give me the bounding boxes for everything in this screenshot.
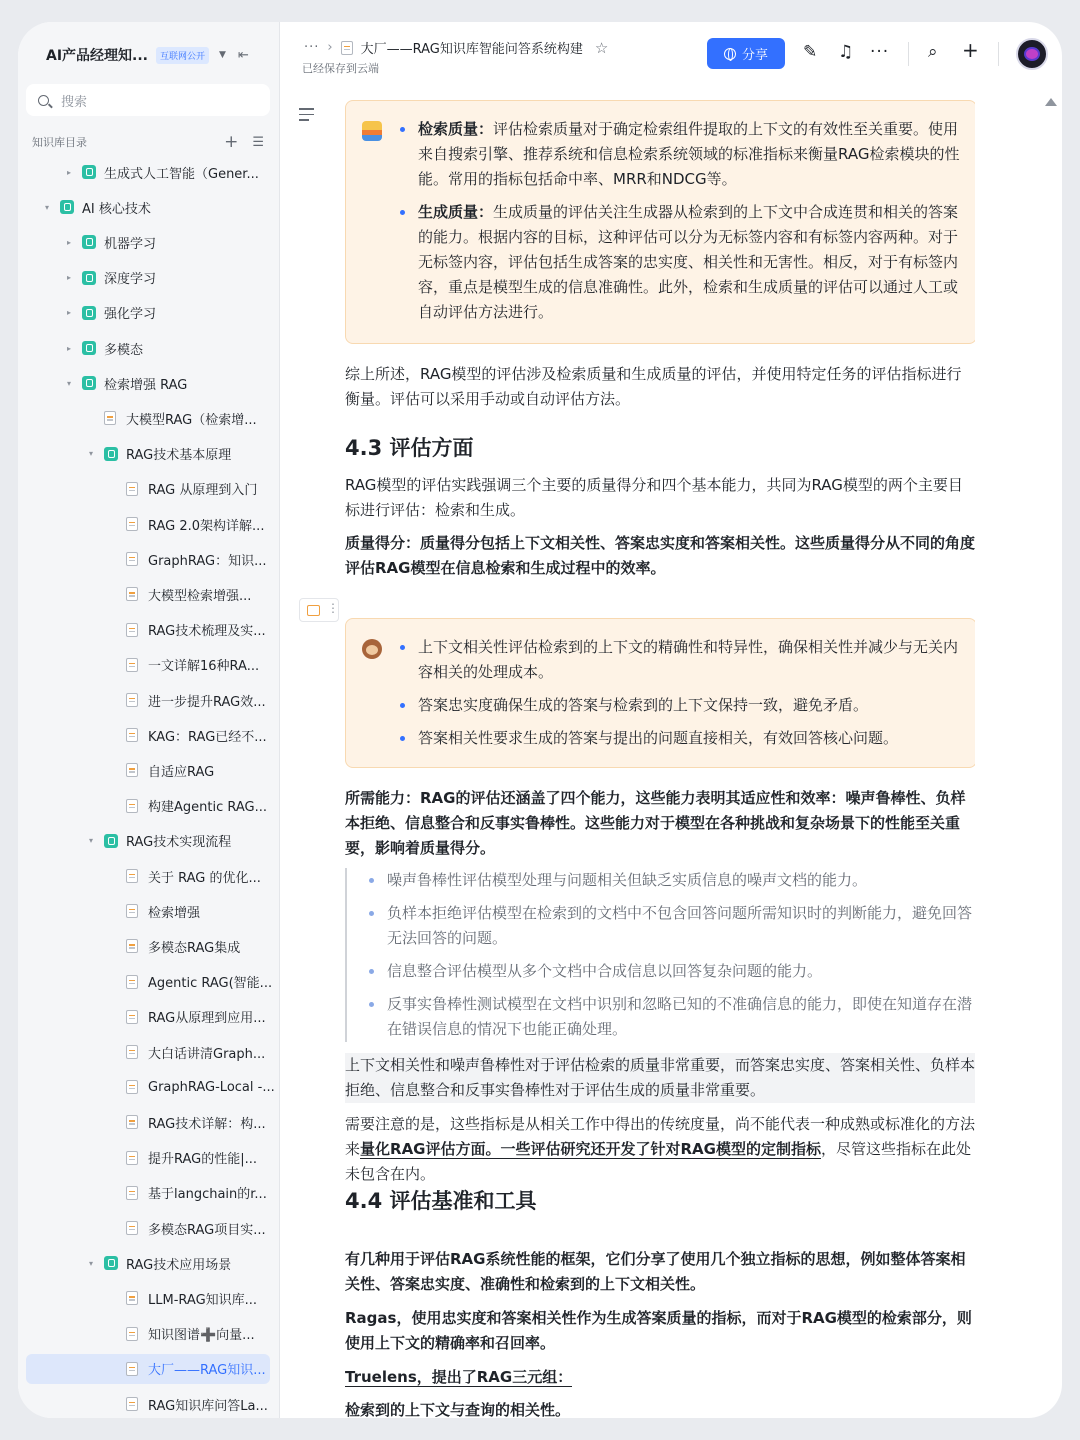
tree-document[interactable] [18,1319,280,1349]
tree-folder[interactable] [18,263,280,293]
tree-item-label: 检索增强 RAG [104,377,188,393]
document-icon [126,799,138,813]
list-item: 答案相关性要求生成的答案与提出的问题直接相关，有效回答核心问题。 [396,726,962,751]
tree-folder[interactable] [18,157,280,187]
tree-document[interactable] [18,1389,280,1418]
add-icon[interactable]: + [224,132,239,152]
document-icon [126,763,138,777]
document-icon [126,1115,138,1129]
document-icon [126,1291,138,1305]
tree-item-label: 提升RAG的性能|... [148,1152,258,1168]
knowledge-folder-icon [104,834,118,848]
list-item: 检索质量：评估检索质量对于确定检索组件提取的上下文的有效性至关重要。使用来自搜索引擎、推荐系统和信息检索系统领域的标准指标来衡量RAG检索模块的性能。常用的指标包括命中率、MRR和NDCG等。 [396,117,962,192]
tree-folder[interactable] [18,368,280,398]
outline-toggle-icon[interactable] [299,108,314,125]
knowledge-folder-icon [82,306,96,320]
tree-document[interactable] [18,791,280,821]
collapse-sidebar-icon[interactable]: ⇤ [237,47,249,63]
tree-item-label: 多模态RAG集成 [148,940,241,956]
list-item: 反事实鲁棒性测试模型在文档中识别和忽略已知的不准确信息的能力，即使在知道存在潜在错误信息的情况下也能正确处理。 [365,992,975,1042]
bell-icon[interactable]: ♫ [838,42,854,62]
tree-item-label: 检索增强 [148,905,201,921]
section-heading-4-4: 4.4 评估基准和工具 [345,1189,537,1213]
tree-item-label: RAG 2.0架构详解... [148,518,265,534]
tree-item-label: RAG知识库问答La... [148,1398,268,1414]
tree-item-label: RAG技术基本原理 [126,448,232,464]
document-content [345,100,975,1418]
tree-item-label: Agentic RAG(智能... [148,976,273,992]
paragraph: 检索到的上下文与查询的相关性。 [345,1401,571,1418]
document-icon [126,1010,138,1024]
block-handle-icon[interactable] [299,598,339,622]
tree-item-label: 大白话讲清Graph... [148,1046,266,1062]
quality-score-paragraph: 质量得分：质量得分包括上下文相关性、答案忠实度和答案相关性。这些质量得分从不同的角度评估RAG模型在信息检索和生成过程中的效率。 [345,534,975,577]
tree-item-label: 一文详解16种RA... [148,659,260,675]
tree-item-label: RAG技术应用场景 [126,1257,232,1273]
directory-label: 知识库目录 [32,136,87,149]
list-item: 答案忠实度确保生成的答案与检索到的上下文保持一致，避免矛盾。 [396,693,962,718]
search-placeholder: 搜索 [61,94,88,110]
tree-item-label: 关于 RAG 的优化... [148,870,261,886]
document-icon [126,587,138,601]
document-icon [126,552,138,566]
tree-document[interactable] [18,896,280,926]
tree-item-label: RAG技术详解：构... [148,1116,266,1132]
tree-item-label: GraphRAG：知识... [148,553,267,569]
chevron-down-icon[interactable]: ▼ [219,50,226,60]
knowledge-folder-icon [82,376,96,390]
tree-document[interactable] [18,650,280,680]
tree-item-label: 机器学习 [104,236,157,252]
tree-item-label: 基于langchain的r... [148,1187,267,1203]
tree-document[interactable] [18,1037,280,1067]
truelens-paragraph: Truelens，提出了RAG三元组： [345,1368,573,1386]
quote-block [345,868,975,1042]
tree-document[interactable] [18,474,280,504]
document-icon [126,517,138,531]
tree-folder[interactable] [18,192,280,222]
tree-item-label: RAG技术梳理及实... [148,624,266,640]
tree-item-label: 深度学习 [104,272,157,288]
tree-item-label: RAG 从原理到入门 [148,483,258,499]
more-options-icon[interactable]: ··· [870,42,890,62]
tree-item-label: LLM-RAG知识库... [148,1292,258,1308]
app-window [18,22,1062,1418]
tree-folder[interactable] [18,439,280,469]
tree-item-label: 大模型RAG（检索增... [126,412,257,428]
tree-folder[interactable] [18,227,280,257]
tree-document[interactable] [18,1002,280,1032]
tree-item-label: 大厂——RAG知识... [148,1363,266,1379]
avatar[interactable] [1016,38,1048,70]
document-icon [126,904,138,918]
document-icon [126,658,138,672]
edit-icon[interactable]: ✎ [803,42,818,62]
tree-folder[interactable] [18,1248,280,1278]
tree-item-label: 多模态RAG项目实... [148,1222,266,1238]
tree-document[interactable] [18,1283,280,1313]
ragas-paragraph: Ragas，使用忠实度和答案相关性作为生成答案质量的指标，而对于RAG模型的检索部分，则使用上下文的精确率和召回率。 [345,1309,972,1352]
document-icon [126,939,138,953]
list-item: 噪声鲁棒性评估模型处理与问题相关但缺乏实质信息的噪声文档的能力。 [365,868,975,893]
chevron-down-icon[interactable]: ▾ [88,449,93,459]
toolbar-divider [998,42,999,66]
document-title[interactable]: 大厂——RAG知识库智能问答系统构建 [360,42,583,57]
search-icon [38,95,49,106]
scroll-up-icon[interactable] [1045,98,1057,106]
list-settings-icon[interactable]: ☰ [252,134,264,150]
callout-block [345,100,975,344]
directory-tree [18,148,280,1418]
knowledge-folder-icon [82,271,96,285]
tree-document[interactable] [18,755,280,785]
tree-document[interactable] [18,403,280,433]
paragraph: 有几种用于评估RAG系统性能的框架，它们分享了使用几个独立指标的思想，例如整体答案相关性、答案忠实度、准确性和检索到的上下文相关性。 [345,1250,966,1293]
tree-document[interactable] [18,1178,280,1208]
callout-block [345,618,975,768]
tree-folder[interactable] [18,298,280,328]
toolbar-divider [908,42,909,66]
note-paragraph: 需要注意的是，这些指标是从相关工作中得出的传统度量，尚不能代表一种成熟或标准化的方法来量化RAG评估方面。一些评估研究还开发了针对RAG模型的定制指标，尽管这些指标在此处未包含在内。 [345,1115,975,1183]
chevron-down-icon[interactable]: ▾ [88,836,93,846]
chevron-down-icon[interactable]: ▾ [44,202,49,212]
knowledge-folder-icon [104,447,118,461]
summary-paragraph: 综上所述，RAG模型的评估涉及检索质量和生成质量的评估，并使用特定任务的评估指标进行衡量。评估可以采用手动或自动评估方法。 [345,365,962,408]
tree-item-label: KAG：RAG已经不... [148,729,267,745]
tree-document[interactable] [18,579,280,609]
chevron-right-icon[interactable]: ▸ [66,167,71,177]
save-status: 已经保存到云端 [302,62,379,75]
document-icon [341,41,353,55]
chevron-right-icon[interactable]: ▸ [66,343,71,353]
document-icon [104,411,116,425]
tree-item-label: AI 核心技术 [82,201,151,217]
share-button[interactable] [707,38,785,69]
tree-item-label: 生成式人工智能（Gener... [104,166,259,182]
knowledge-base-header[interactable] [46,44,271,66]
star-icon[interactable]: ☆ [594,38,609,57]
search-input[interactable] [26,84,270,116]
tree-document[interactable] [18,1107,280,1137]
sunrise-icon [362,121,382,141]
tree-document[interactable] [18,615,280,645]
document-icon [126,1045,138,1059]
highlight-paragraph: 上下文相关性和噪声鲁棒性对于评估检索的质量非常重要，而答案忠实度、答案相关性、负样本拒绝、信息整合和反事实鲁棒性对于评估生成的质量非常重要。 [345,1053,975,1103]
tree-document[interactable] [26,1354,270,1384]
tree-item-label: 大模型检索增强... [148,588,252,604]
list-item: 信息整合评估模型从多个文档中合成信息以回答复杂问题的能力。 [365,959,975,984]
paragraph: RAG模型的评估实践强调三个主要的质量得分和四个基本能力，共同为RAG模型的两个主要目标进行评估：检索和生成。 [345,476,963,519]
document-icon [126,623,138,637]
tree-document[interactable] [18,685,280,715]
tree-folder[interactable] [18,333,280,363]
tree-item-label: 知识图谱➕向量... [148,1328,255,1344]
document-icon [126,1397,138,1411]
tree-item-label: 进一步提升RAG效... [148,694,266,710]
tree-document[interactable] [18,967,280,997]
knowledge-folder-icon [82,235,96,249]
document-icon [126,1186,138,1200]
tree-document[interactable] [18,720,280,750]
monkey-icon [362,639,382,659]
tree-item-label: GraphRAG-Local -... [148,1079,275,1095]
tree-document[interactable] [18,1213,280,1243]
globe-icon [724,48,736,60]
tree-document[interactable] [18,861,280,891]
breadcrumb [304,38,608,57]
document-icon [126,1221,138,1235]
chevron-right-icon[interactable]: ▸ [66,273,71,283]
knowledge-folder-icon [104,1256,118,1270]
document-icon [126,693,138,707]
knowledge-folder-icon [82,165,96,179]
document-icon [126,869,138,883]
section-heading-4-3: 4.3 评估方面 [345,436,474,460]
chevron-down-icon[interactable]: ▾ [88,1258,93,1268]
document-icon [126,975,138,989]
add-icon[interactable]: + [962,38,979,62]
document-icon [126,1151,138,1165]
chevron-right-icon[interactable]: ▸ [66,237,71,247]
tree-item-label: 自适应RAG [148,764,215,780]
list-item: 生成质量：生成质量的评估关注生成器从检索到的上下文中合成连贯和相关的答案的能力。根据内容的目标，这种评估可以分为无标签内容和有标签内容两种。对于无标签内容，评估包括生成答案的忠实度、相关性和无害性。相反，对于有标签内容，重点是模型生成的信息准确性。此外，检索和生成质量的评估可以通过人工或自动评估方法进行。 [396,200,962,325]
tree-document[interactable] [18,509,280,539]
tree-document[interactable] [18,931,280,961]
document-icon [126,1080,138,1094]
top-bar [280,22,1062,92]
document-icon [126,728,138,742]
chevron-right-icon: › [327,40,333,55]
knowledge-base-title[interactable]: AI产品经理知... [46,48,148,64]
sidebar [18,22,280,1418]
knowledge-folder-icon [82,341,96,355]
chevron-down-icon[interactable]: ▾ [66,378,71,388]
breadcrumb-more-icon[interactable]: ··· [304,40,320,55]
tree-item-label: 构建Agentic RAG... [148,800,268,816]
tree-document[interactable] [18,1072,280,1102]
document-icon [126,1327,138,1341]
document-icon [126,482,138,496]
share-label: 分享 [741,48,768,63]
list-item: 上下文相关性评估检索到的上下文的精确性和特异性，确保相关性并减少与无关内容相关的处理成本。 [396,635,962,685]
tree-item-label: RAG从原理到应用... [148,1011,266,1027]
public-badge: 互联网公开 [156,47,209,64]
abilities-paragraph: 所需能力：RAG的评估还涵盖了四个能力，这些能力表明其适应性和效率：噪声鲁棒性、负样本拒绝、信息整合和反事实鲁棒性。这些能力对于模型在各种挑战和复杂场景下的性能至关重要，影响着质量得分。 [345,789,966,857]
list-item: 负样本拒绝评估模型在检索到的文档中不包含回答问题所需知识时的判断能力，避免回答无法回答的问题。 [365,901,975,951]
document-icon [126,1362,138,1376]
tree-document[interactable] [18,544,280,574]
tree-item-label: 多模态 [104,342,144,358]
search-icon[interactable]: ⌕ [928,42,938,62]
tree-item-label: 强化学习 [104,307,157,323]
knowledge-folder-icon [60,200,74,214]
tree-folder[interactable] [18,826,280,856]
tree-document[interactable] [18,1143,280,1173]
chevron-right-icon[interactable]: ▸ [66,308,71,318]
tree-item-label: RAG技术实现流程 [126,835,232,851]
